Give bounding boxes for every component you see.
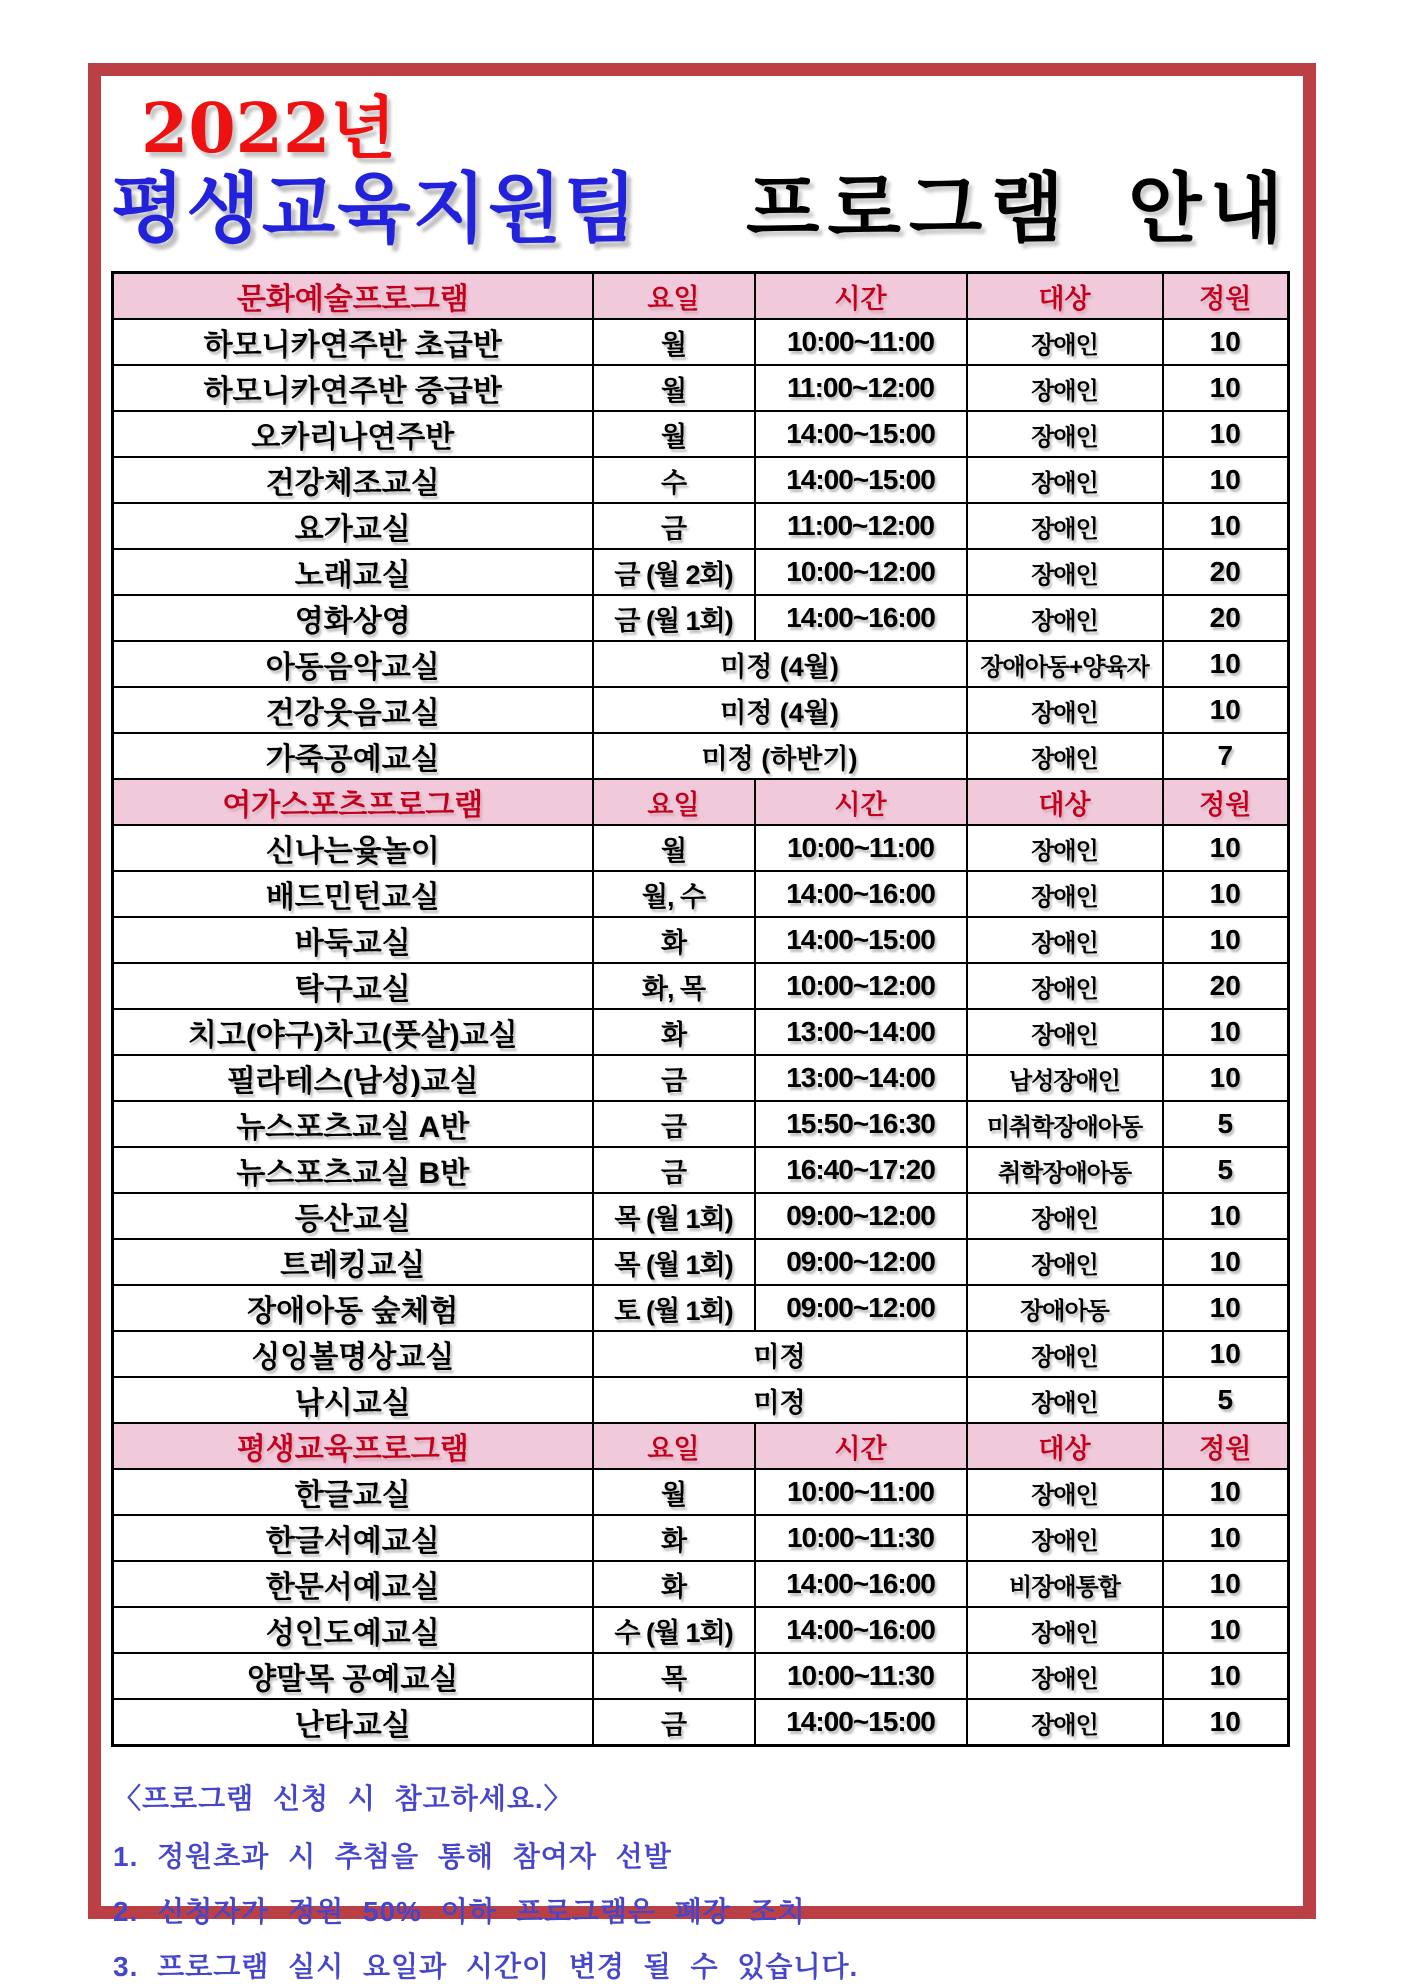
section-header-row [113,273,1289,320]
program-cell: 필라테스(남성)교실 [113,1055,593,1101]
day-cell: 금 [593,1147,755,1193]
column-header-cell: 요일 [593,273,755,320]
program-cell: 하모니카연주반 초급반 [113,319,593,365]
target-cell: 장애인 [967,1239,1163,1285]
target-cell: 장애아동 [967,1285,1163,1331]
table-row [113,1653,1289,1699]
target-cell: 장애아동+양육자 [967,641,1163,687]
schedule-cell: 미정 (하반기) [593,733,967,779]
title-line [111,164,1291,254]
note-line: 2. 신청자가 정원 50% 이하 프로그램은 폐강 조치 [113,1896,806,1928]
table-row [113,1331,1289,1377]
table-row [113,1055,1289,1101]
program-cell: 요가교실 [113,503,593,549]
time-cell: 10:00~11:30 [755,1653,967,1699]
target-cell: 장애인 [967,1607,1163,1653]
target-cell: 장애인 [967,319,1163,365]
target-cell: 장애인 [967,687,1163,733]
capacity-cell: 10 [1163,1515,1289,1561]
column-header-cell: 정원 [1163,779,1289,825]
table-row [113,1515,1289,1561]
column-header-cell: 요일 [593,779,755,825]
time-cell: 14:00~15:00 [755,917,967,963]
target-cell: 취학장애아동 [967,1147,1163,1193]
section-header-row [113,779,1289,825]
program-cell: 성인도예교실 [113,1607,593,1653]
table-row [113,917,1289,963]
day-cell: 목 (월 1회) [593,1239,755,1285]
table-row [113,1239,1289,1285]
poster-frame [88,63,1316,1983]
capacity-cell: 20 [1163,963,1289,1009]
table-row [113,963,1289,1009]
capacity-cell: 10 [1163,1331,1289,1377]
target-cell: 장애인 [967,1377,1163,1423]
capacity-cell: 7 [1163,733,1289,779]
program-cell: 오카리나연주반 [113,411,593,457]
program-cell: 트레킹교실 [113,1239,593,1285]
time-cell: 13:00~14:00 [755,1009,967,1055]
time-cell: 10:00~11:30 [755,1515,967,1561]
capacity-cell: 10 [1163,457,1289,503]
day-cell: 화 [593,917,755,963]
target-cell: 장애인 [967,1515,1163,1561]
time-cell: 14:00~16:00 [755,595,967,641]
capacity-cell: 10 [1163,365,1289,411]
table-row [113,457,1289,503]
time-cell: 10:00~12:00 [755,549,967,595]
day-cell: 월, 수 [593,871,755,917]
capacity-cell: 10 [1163,1055,1289,1101]
target-cell: 장애인 [967,1009,1163,1055]
program-cell: 신나는윷놀이 [113,825,593,871]
table-row [113,1607,1289,1653]
target-cell: 장애인 [967,825,1163,871]
capacity-cell: 10 [1163,871,1289,917]
section-title-cell: 문화예술프로그램 [113,273,593,320]
time-cell: 10:00~12:00 [755,963,967,1009]
column-header-cell: 대상 [967,1423,1163,1469]
note-line: 3. 프로그램 실시 요일과 시간이 변경 될 수 있습니다. [113,1951,859,1983]
program-table [111,271,1290,1747]
target-cell: 장애인 [967,963,1163,1009]
program-table-body [113,273,1289,1746]
day-cell: 월 [593,365,755,411]
target-cell: 장애인 [967,1699,1163,1746]
column-header-cell: 대상 [967,779,1163,825]
program-cell: 영화상영 [113,595,593,641]
day-cell: 목 [593,1653,755,1699]
day-cell: 토 (월 1회) [593,1285,755,1331]
target-cell: 장애인 [967,549,1163,595]
time-cell: 09:00~12:00 [755,1239,967,1285]
target-cell: 장애인 [967,1469,1163,1515]
table-row [113,1147,1289,1193]
time-cell: 10:00~11:00 [755,319,967,365]
capacity-cell: 10 [1163,825,1289,871]
time-cell: 10:00~11:00 [755,1469,967,1515]
schedule-cell: 미정 (4월) [593,687,967,733]
column-header-cell: 시간 [755,1423,967,1469]
capacity-cell: 10 [1163,1469,1289,1515]
schedule-cell: 미정 [593,1377,967,1423]
day-cell: 수 [593,457,755,503]
day-cell: 화 [593,1009,755,1055]
time-cell: 14:00~16:00 [755,1607,967,1653]
day-cell: 금 [593,503,755,549]
day-cell: 월 [593,411,755,457]
table-row [113,1377,1289,1423]
program-cell: 난타교실 [113,1699,593,1746]
table-row [113,733,1289,779]
column-header-cell: 정원 [1163,273,1289,320]
capacity-cell: 10 [1163,687,1289,733]
time-cell: 09:00~12:00 [755,1285,967,1331]
table-row [113,365,1289,411]
table-row [113,1699,1289,1746]
capacity-cell: 20 [1163,549,1289,595]
target-cell: 비장애통합 [967,1561,1163,1607]
note-line: 1. 정원초과 시 추첨을 통해 참여자 선발 [113,1841,672,1873]
table-row [113,1193,1289,1239]
target-cell: 장애인 [967,871,1163,917]
table-row [113,1009,1289,1055]
column-header-cell: 대상 [967,273,1163,320]
section-title-cell: 여가스포츠프로그램 [113,779,593,825]
column-header-cell: 요일 [593,1423,755,1469]
capacity-cell: 20 [1163,595,1289,641]
capacity-cell: 10 [1163,1699,1289,1746]
target-cell: 장애인 [967,411,1163,457]
time-cell: 14:00~15:00 [755,457,967,503]
program-cell: 장애아동 숲체험 [113,1285,593,1331]
table-row [113,595,1289,641]
program-cell: 뉴스포츠교실 B반 [113,1147,593,1193]
program-cell: 배드민턴교실 [113,871,593,917]
target-cell: 장애인 [967,503,1163,549]
time-cell: 16:40~17:20 [755,1147,967,1193]
target-cell: 장애인 [967,1331,1163,1377]
time-cell: 09:00~12:00 [755,1193,967,1239]
capacity-cell: 10 [1163,319,1289,365]
table-row [113,1285,1289,1331]
day-cell: 화 [593,1561,755,1607]
day-cell: 월 [593,1469,755,1515]
table-row [113,641,1289,687]
day-cell: 월 [593,825,755,871]
target-cell: 장애인 [967,1193,1163,1239]
capacity-cell: 10 [1163,1607,1289,1653]
table-row [113,1561,1289,1607]
day-cell: 금 [593,1055,755,1101]
table-row [113,549,1289,595]
title-block [111,89,1303,254]
target-cell: 장애인 [967,1653,1163,1699]
capacity-cell: 10 [1163,1193,1289,1239]
time-cell: 11:00~12:00 [755,503,967,549]
table-row [113,1469,1289,1515]
day-cell: 금 (월 1회) [593,595,755,641]
target-cell: 장애인 [967,917,1163,963]
program-cell: 등산교실 [113,1193,593,1239]
table-row [113,319,1289,365]
program-cell: 한글교실 [113,1469,593,1515]
time-cell: 14:00~15:00 [755,411,967,457]
day-cell: 목 (월 1회) [593,1193,755,1239]
program-cell: 건강웃음교실 [113,687,593,733]
day-cell: 화 [593,1515,755,1561]
schedule-cell: 미정 (4월) [593,641,967,687]
target-cell: 미취학장애아동 [967,1101,1163,1147]
target-cell: 장애인 [967,457,1163,503]
program-cell: 가죽공예교실 [113,733,593,779]
program-cell: 바둑교실 [113,917,593,963]
program-cell: 탁구교실 [113,963,593,1009]
column-header-cell: 시간 [755,273,967,320]
table-row [113,687,1289,733]
column-header-cell: 시간 [755,779,967,825]
title-team: 평생교육지원팀 [111,164,639,254]
capacity-cell: 10 [1163,641,1289,687]
program-cell: 아동음악교실 [113,641,593,687]
poster-content [101,76,1303,1982]
time-cell: 14:00~16:00 [755,871,967,917]
time-cell: 15:50~16:30 [755,1101,967,1147]
capacity-cell: 5 [1163,1377,1289,1423]
program-cell: 싱잉볼명상교실 [113,1331,593,1377]
title-subtitle: 프로그램 안내 [746,164,1291,254]
time-cell: 14:00~16:00 [755,1561,967,1607]
capacity-cell: 5 [1163,1101,1289,1147]
day-cell: 금 [593,1101,755,1147]
capacity-cell: 10 [1163,1009,1289,1055]
table-row [113,411,1289,457]
target-cell: 장애인 [967,595,1163,641]
schedule-cell: 미정 [593,1331,967,1377]
program-cell: 양말목 공예교실 [113,1653,593,1699]
day-cell: 금 (월 2회) [593,549,755,595]
time-cell: 10:00~11:00 [755,825,967,871]
day-cell: 월 [593,319,755,365]
column-header-cell: 정원 [1163,1423,1289,1469]
capacity-cell: 10 [1163,917,1289,963]
capacity-cell: 10 [1163,1239,1289,1285]
day-cell: 금 [593,1699,755,1746]
capacity-cell: 5 [1163,1147,1289,1193]
program-cell: 한문서예교실 [113,1561,593,1607]
day-cell: 수 (월 1회) [593,1607,755,1653]
section-title-cell: 평생교육프로그램 [113,1423,593,1469]
notes-block [113,1777,1303,1982]
program-cell: 한글서예교실 [113,1515,593,1561]
notes-heading: 〈프로그램 신청 시 참고하세요.〉 [113,1783,573,1815]
capacity-cell: 10 [1163,503,1289,549]
capacity-cell: 10 [1163,1561,1289,1607]
table-row [113,503,1289,549]
program-cell: 낚시교실 [113,1377,593,1423]
day-cell: 화, 목 [593,963,755,1009]
program-cell: 하모니카연주반 중급반 [113,365,593,411]
program-cell: 노래교실 [113,549,593,595]
title-year: 2022년 [141,89,396,169]
table-row [113,1101,1289,1147]
target-cell: 남성장애인 [967,1055,1163,1101]
target-cell: 장애인 [967,365,1163,411]
program-cell: 치고(야구)차고(풋살)교실 [113,1009,593,1055]
section-header-row [113,1423,1289,1469]
time-cell: 13:00~14:00 [755,1055,967,1101]
time-cell: 11:00~12:00 [755,365,967,411]
table-row [113,871,1289,917]
target-cell: 장애인 [967,733,1163,779]
program-cell: 건강체조교실 [113,457,593,503]
table-row [113,825,1289,871]
program-cell: 뉴스포츠교실 A반 [113,1101,593,1147]
time-cell: 14:00~15:00 [755,1699,967,1746]
notes-items [113,1842,1303,1982]
capacity-cell: 10 [1163,1285,1289,1331]
capacity-cell: 10 [1163,1653,1289,1699]
capacity-cell: 10 [1163,411,1289,457]
